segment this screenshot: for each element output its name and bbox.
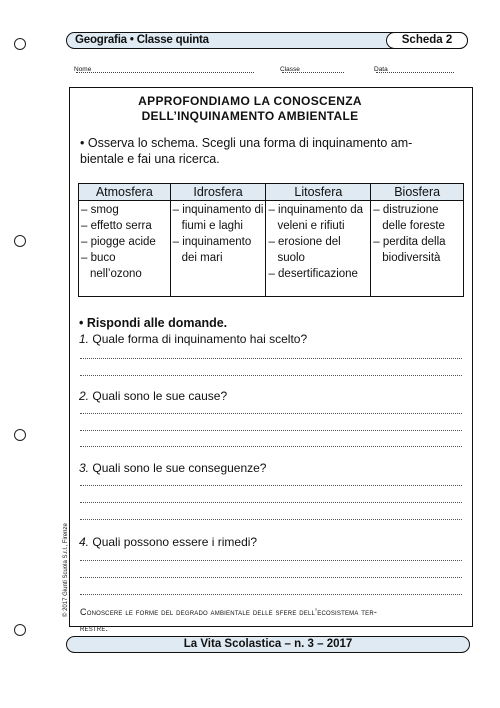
- question-number: 1.: [79, 332, 90, 346]
- answer-line[interactable]: [80, 594, 462, 595]
- header-biosfera: Biosfera: [371, 184, 464, 201]
- questions-heading: • Rispondi alle domande.: [79, 316, 228, 330]
- cell-biosfera: [371, 201, 464, 297]
- list-item: – inquinamento dei mari: [172, 236, 252, 264]
- list-item: – effetto serra: [81, 220, 152, 232]
- answer-line[interactable]: [80, 358, 462, 359]
- question-2: [79, 389, 227, 403]
- list-item: – desertificazione: [268, 268, 358, 280]
- instruction-line2: bientale e fai una ricerca.: [80, 152, 220, 166]
- header-litosfera: Litosfera: [266, 184, 371, 201]
- binder-hole-3: [14, 429, 26, 441]
- question-4: [79, 535, 257, 549]
- binder-hole-1: [14, 38, 26, 50]
- page-title-line1: APPROFONDIAMO LA CONOSCENZA: [138, 94, 362, 108]
- list-item: – piogge acide: [81, 236, 156, 248]
- copyright-note: © 2017 Giunti Scuola S.r.l., Firenze: [63, 523, 69, 617]
- list-item: – inquinamento di fiumi e laghi: [172, 204, 264, 232]
- question-text: Quali sono le sue cause?: [92, 389, 228, 403]
- name-label: Nome: [74, 66, 92, 73]
- date-field[interactable]: [376, 66, 454, 73]
- cell-atmosfera: [79, 201, 171, 297]
- question-1: [79, 332, 307, 346]
- question-number: 3.: [79, 461, 90, 475]
- header-atmosfera: Atmosfera: [79, 184, 171, 201]
- binder-hole-4: [14, 624, 26, 636]
- list-item: – perdita della biodiversità: [373, 236, 446, 264]
- table-row: [79, 201, 464, 297]
- objective-line1: Conoscere le forme del degrado ambientale delle sfere dell’ecosistema ter-: [80, 607, 378, 617]
- subject-label: Geografia • Classe quinta: [75, 34, 209, 46]
- answer-line[interactable]: [80, 560, 462, 561]
- page-title-line2: DELL’INQUINAMENTO AMBIENTALE: [141, 109, 359, 123]
- answer-line[interactable]: [80, 519, 462, 520]
- question-number: 2.: [79, 389, 90, 403]
- answer-line[interactable]: [80, 577, 462, 578]
- class-field[interactable]: [282, 66, 344, 73]
- answer-line[interactable]: [80, 413, 462, 414]
- footer-text: La Vita Scolastica – n. 3 – 2017: [183, 638, 353, 650]
- name-field[interactable]: [76, 66, 254, 73]
- answer-line[interactable]: [80, 485, 462, 486]
- list-item: – inquinamento da veleni e rifiuti: [268, 204, 364, 232]
- date-label: Data: [374, 66, 388, 73]
- learning-objective: [80, 603, 464, 635]
- sheet-label: Scheda 2: [386, 32, 468, 49]
- pollution-table: [78, 183, 464, 297]
- table-header-row: [79, 184, 464, 201]
- answer-line[interactable]: [80, 446, 462, 447]
- cell-litosfera: [266, 201, 371, 297]
- class-label: Classe: [280, 66, 300, 73]
- list-item: – buco nell’ozono: [81, 252, 142, 280]
- list-item: – distruzione delle foreste: [373, 204, 445, 232]
- objective-line2: restre.: [80, 623, 109, 633]
- instruction-line1: • Osserva lo schema. Scegli una forma di inquinamento am-: [80, 136, 413, 150]
- answer-line[interactable]: [80, 375, 462, 376]
- list-item: – erosione del suolo: [268, 236, 341, 264]
- question-number: 4.: [79, 535, 90, 549]
- answer-line[interactable]: [80, 502, 462, 503]
- question-text: Quali possono essere i rimedi?: [92, 535, 258, 549]
- header-idrosfera: Idrosfera: [170, 184, 266, 201]
- question-3: [79, 461, 266, 475]
- answer-line[interactable]: [80, 430, 462, 431]
- binder-hole-2: [14, 235, 26, 247]
- footer-bar: [66, 636, 470, 653]
- question-text: Quali sono le sue conseguenze?: [92, 461, 267, 475]
- list-item: – smog: [81, 204, 119, 216]
- question-text: Quale forma di inquinamento hai scelto?: [92, 332, 308, 346]
- cell-idrosfera: [170, 201, 266, 297]
- header-bar: [66, 32, 468, 49]
